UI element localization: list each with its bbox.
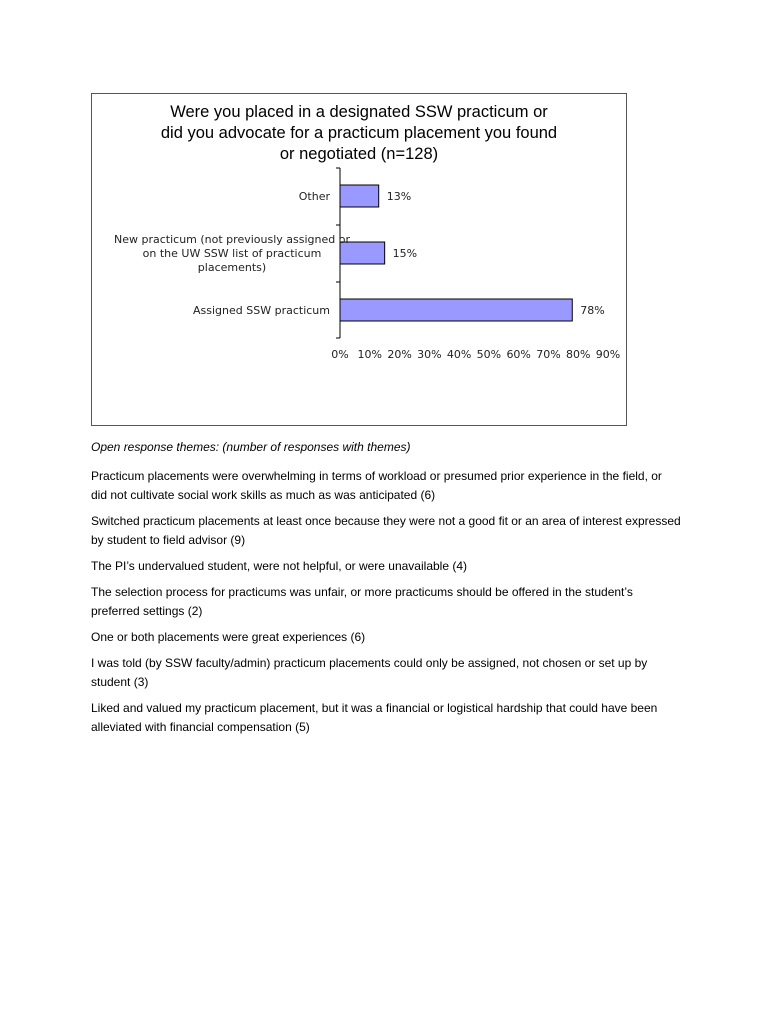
theme-item: Practicum placements were overwhelming in terms of workload or presumed prior experience in the field, or did not cultivate social work skills as much as was anticipated (6) — [91, 469, 662, 502]
chart-container — [91, 93, 627, 426]
theme-item: One or both placements were great experiences (6) — [91, 630, 366, 644]
x-tick-label: 30% — [417, 348, 442, 361]
category-label: Other — [298, 190, 330, 203]
themes-list — [91, 467, 681, 737]
x-tick-label: 40% — [446, 348, 472, 361]
section-heading: Open response themes: (number of responses with themes) — [91, 440, 411, 454]
x-tick-label: 20% — [387, 348, 412, 361]
category-label: Assigned SSW practicum — [193, 304, 330, 317]
bar-chart — [92, 94, 626, 425]
theme-item: Liked and valued my practicum placement, but it was a financial or logistical hardship that could have been alleviated with financial compensation (5) — [91, 701, 658, 734]
bar — [340, 185, 379, 207]
theme-item: The PI’s undervalued student, were not helpful, or were unavailable (4) — [91, 559, 468, 573]
data-label: 15% — [392, 247, 418, 260]
bar — [340, 299, 572, 321]
chart-title-line: Were you placed in a designated SSW practicum or — [170, 103, 548, 121]
x-tick-label: 80% — [565, 348, 591, 361]
category-label: placements) — [197, 261, 267, 274]
x-tick-label: 10% — [357, 348, 383, 361]
x-tick-label: 50% — [476, 348, 502, 361]
chart-title-line: or negotiated (n=128) — [279, 145, 439, 163]
theme-item: I was told (by SSW faculty/admin) practicum placements could only be assigned, not chosen or set up by student (3) — [91, 656, 648, 689]
theme-item: Switched practicum placements at least once because they were not a good fit or an area of interest expressed by student to field advisor (9) — [91, 514, 681, 547]
chart-title-line: did you advocate for a practicum placement you found — [160, 124, 558, 142]
category-label: New practicum (not previously assigned or — [114, 233, 350, 246]
x-tick-label: 70% — [536, 348, 561, 361]
x-tick-label: 60% — [506, 348, 531, 361]
data-label: 13% — [386, 190, 412, 203]
x-tick-label: 90% — [595, 348, 621, 361]
category-label: on the UW SSW list of practicum — [142, 247, 322, 260]
data-label: 78% — [580, 304, 605, 317]
theme-item: The selection process for practicums was unfair, or more practicums should be offered in the student’s preferred settings (2) — [91, 585, 633, 618]
x-tick-label: 0% — [331, 348, 349, 361]
open-response-section — [91, 438, 681, 744]
